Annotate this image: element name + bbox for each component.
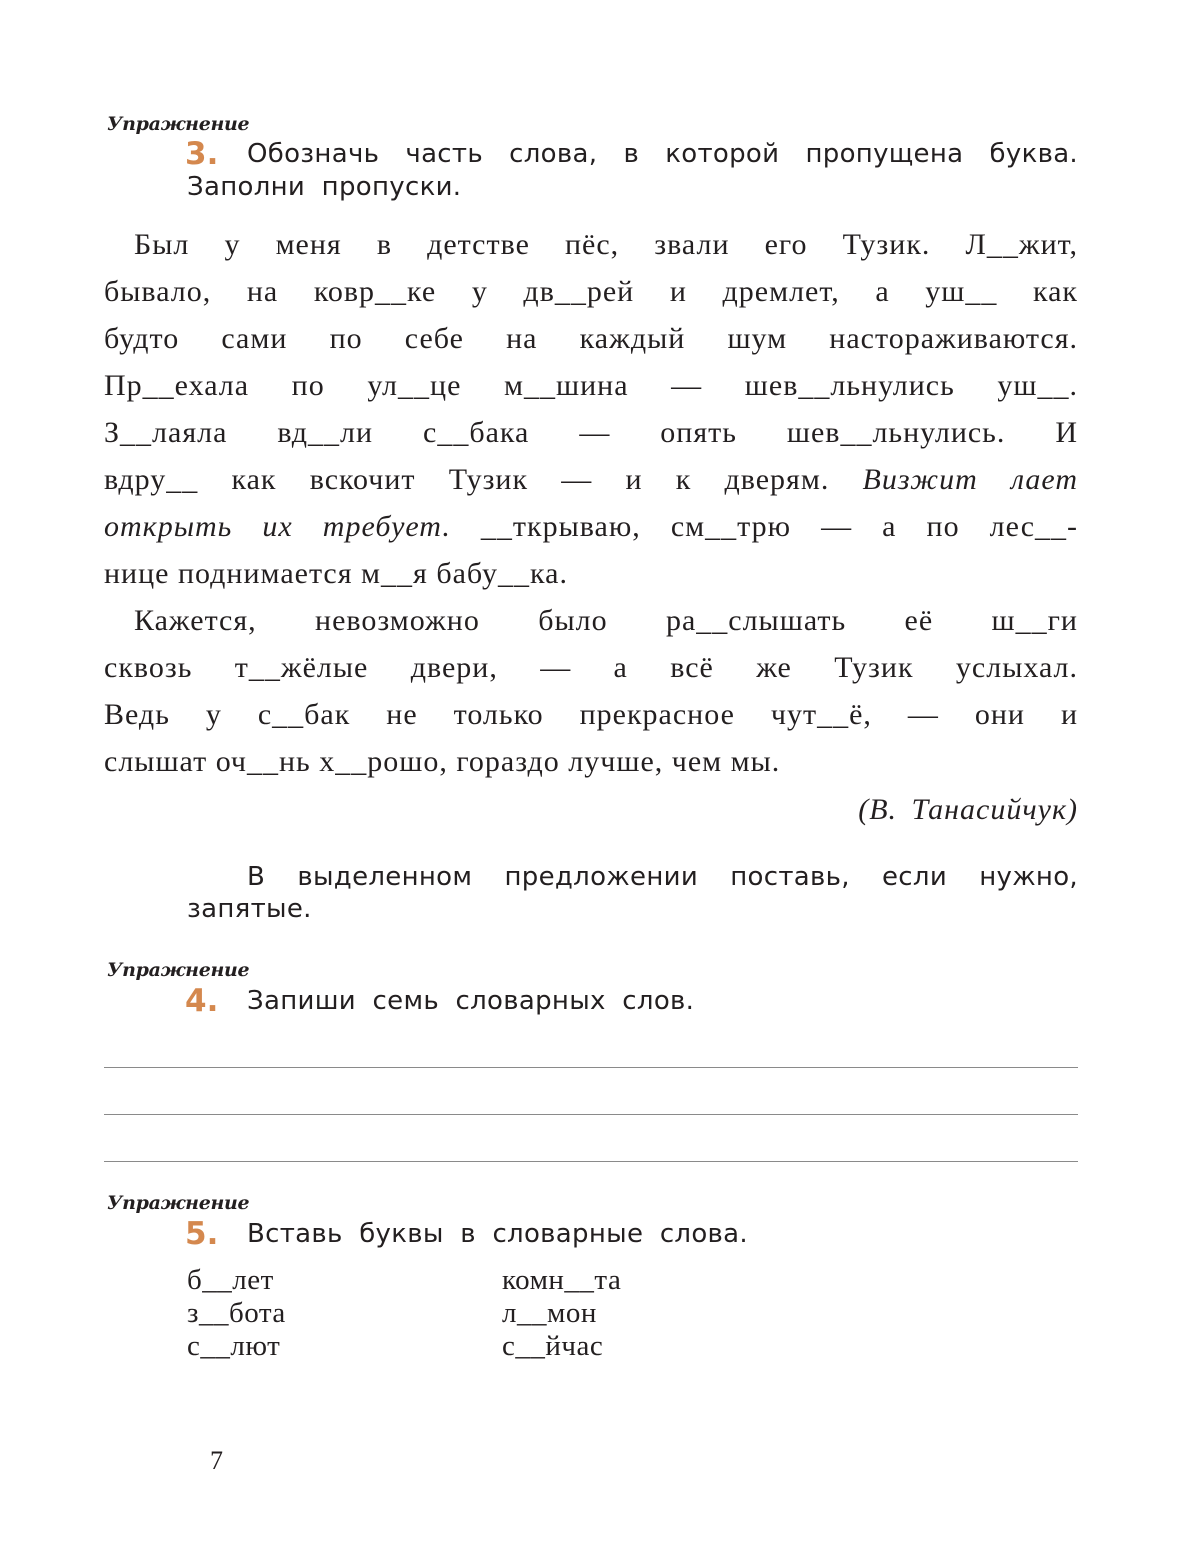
text-line bbox=[104, 651, 1078, 685]
answer-line[interactable] bbox=[104, 1114, 1078, 1115]
dictionary-word: з__бота bbox=[187, 1297, 286, 1329]
answer-line[interactable] bbox=[104, 1067, 1078, 1068]
page-number: 7 bbox=[210, 1446, 223, 1475]
text-segment: Кажется, невозможно было ра__слышать её ш__ги bbox=[134, 604, 1078, 637]
highlighted-sentence: Визжит лает bbox=[862, 463, 1078, 496]
text-line bbox=[104, 369, 1078, 403]
text-segment: нице поднимается м__я бабу__ка. bbox=[104, 557, 568, 590]
dictionary-word: б__лет bbox=[187, 1264, 274, 1296]
exercise-5-number: 5. bbox=[185, 1216, 219, 1252]
text-line bbox=[104, 322, 1078, 356]
exercise-3-label: Упражнение bbox=[107, 113, 250, 135]
text-segment: слышат оч__нь х__рошо, гораздо лучше, чем мы. bbox=[104, 745, 781, 778]
answer-line[interactable] bbox=[104, 1161, 1078, 1162]
text-line bbox=[104, 228, 1078, 262]
text-line bbox=[104, 463, 1078, 497]
text-segment: __ткрываю, см__трю — а по лес__- bbox=[480, 510, 1078, 543]
exercise-4-instruction: Запиши семь словарных слов. bbox=[247, 986, 695, 1016]
text-segment: Пр__ехала по ул__це м__шина — шев__льнулись уш__. bbox=[104, 369, 1078, 402]
exercise-3-task-line1: В выделенном предложении поставь, если нужно, bbox=[247, 862, 1078, 892]
text-segment: бывало, на ковр__ке у дв__рей и дремлет, а уш__ как bbox=[104, 275, 1078, 308]
text-line bbox=[104, 698, 1078, 732]
exercise-4-number: 4. bbox=[185, 983, 219, 1019]
highlighted-sentence: открыть их требует. bbox=[104, 510, 451, 543]
dictionary-word: с__йчас bbox=[502, 1330, 604, 1362]
text-line bbox=[104, 604, 1078, 638]
text-line bbox=[104, 510, 1078, 544]
dictionary-word: комн__та bbox=[502, 1264, 622, 1296]
exercise-4-label: Упражнение bbox=[107, 959, 250, 981]
text-segment: Был у меня в детстве пёс, звали его Тузик. Л__жит, bbox=[134, 228, 1078, 261]
text-line bbox=[104, 275, 1078, 309]
author-attribution: (В. Танасийчук) bbox=[858, 793, 1078, 826]
text-segment: будто сами по себе на каждый шум настораживаются. bbox=[104, 322, 1078, 355]
exercise-3-task-line2: запятые. bbox=[187, 894, 312, 924]
exercise-5-instruction: Вставь буквы в словарные слова. bbox=[247, 1219, 748, 1249]
text-segment: сквозь т__жёлые двери, — а всё же Тузик услыхал. bbox=[104, 651, 1078, 684]
text-segment: вдру__ как вскочит Тузик — и к дверям. bbox=[104, 463, 863, 496]
text-line bbox=[104, 557, 1078, 591]
exercise-3-instruction-line1: Обозначь часть слова, в которой пропущена буква. bbox=[247, 139, 1078, 169]
text-line bbox=[104, 745, 1078, 779]
dictionary-word: с__лют bbox=[187, 1330, 281, 1362]
exercise-3-number: 3. bbox=[185, 136, 219, 172]
exercise-5-label: Упражнение bbox=[107, 1192, 250, 1214]
text-segment: Ведь у с__бак не только прекрасное чут__ё, — они и bbox=[104, 698, 1078, 731]
text-line bbox=[104, 416, 1078, 450]
dictionary-word: л__мон bbox=[502, 1297, 597, 1329]
exercise-3-instruction-line2: Заполни пропуски. bbox=[187, 172, 462, 202]
text-segment: З__лаяла вд__ли с__бака — опять шев__льнулись. И bbox=[104, 416, 1078, 449]
